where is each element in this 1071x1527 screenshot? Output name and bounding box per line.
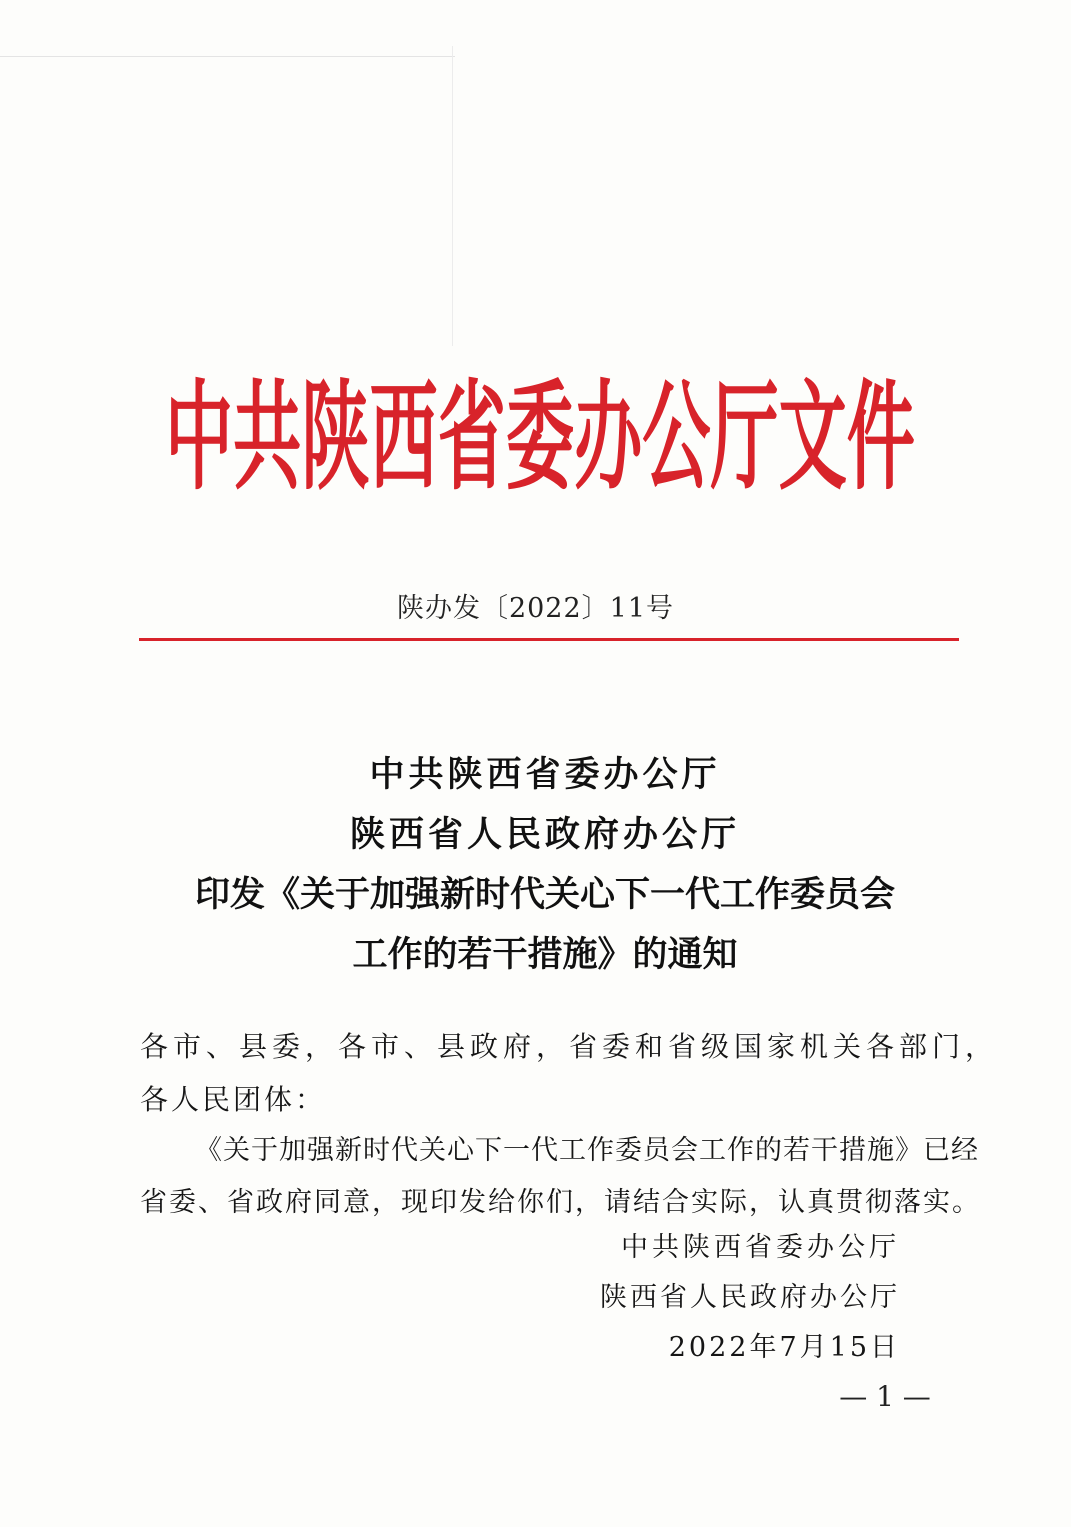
signature-date: 2022年7月15日 (668, 1332, 900, 1363)
paper-crease (0, 56, 455, 57)
body-paragraph-line-2: 省委、省政府同意，现印发给你们，请结合实际，认真贯彻落实。 (140, 1187, 981, 1218)
document-number: 陕办发〔2022〕11号 (396, 593, 675, 624)
notice-title-line-1: 中共陕西省委办公厅 (369, 755, 721, 795)
addressee-line-2: 各人民团体： (140, 1083, 327, 1116)
notice-title (120, 745, 970, 985)
notice-title-line-3: 印发《关于加强新时代关心下一代工作委员会 (194, 875, 895, 915)
notice-title-line-2: 陕西省人民政府办公厅 (349, 815, 740, 855)
paper-crease-vertical (452, 46, 453, 346)
body-paragraph-line-1: 《关于加强新时代关心下一代工作委员会工作的若干措施》已经 (195, 1135, 979, 1166)
addressee-line-1: 各市、县委，各市、县政府，省委和省级国家机关各部门， (140, 1030, 999, 1063)
red-divider-line (139, 638, 959, 641)
page-number: — 1 — (839, 1380, 931, 1413)
signature-org-2: 陕西省人民政府办公厅 (600, 1282, 900, 1313)
notice-title-line-4: 工作的若干措施》的通知 (352, 935, 738, 975)
red-header-title-text: 中共陕西省委办公厅文件 (165, 368, 915, 506)
signature-org-1: 中共陕西省委办公厅 (621, 1232, 900, 1263)
red-header-title (150, 350, 930, 510)
